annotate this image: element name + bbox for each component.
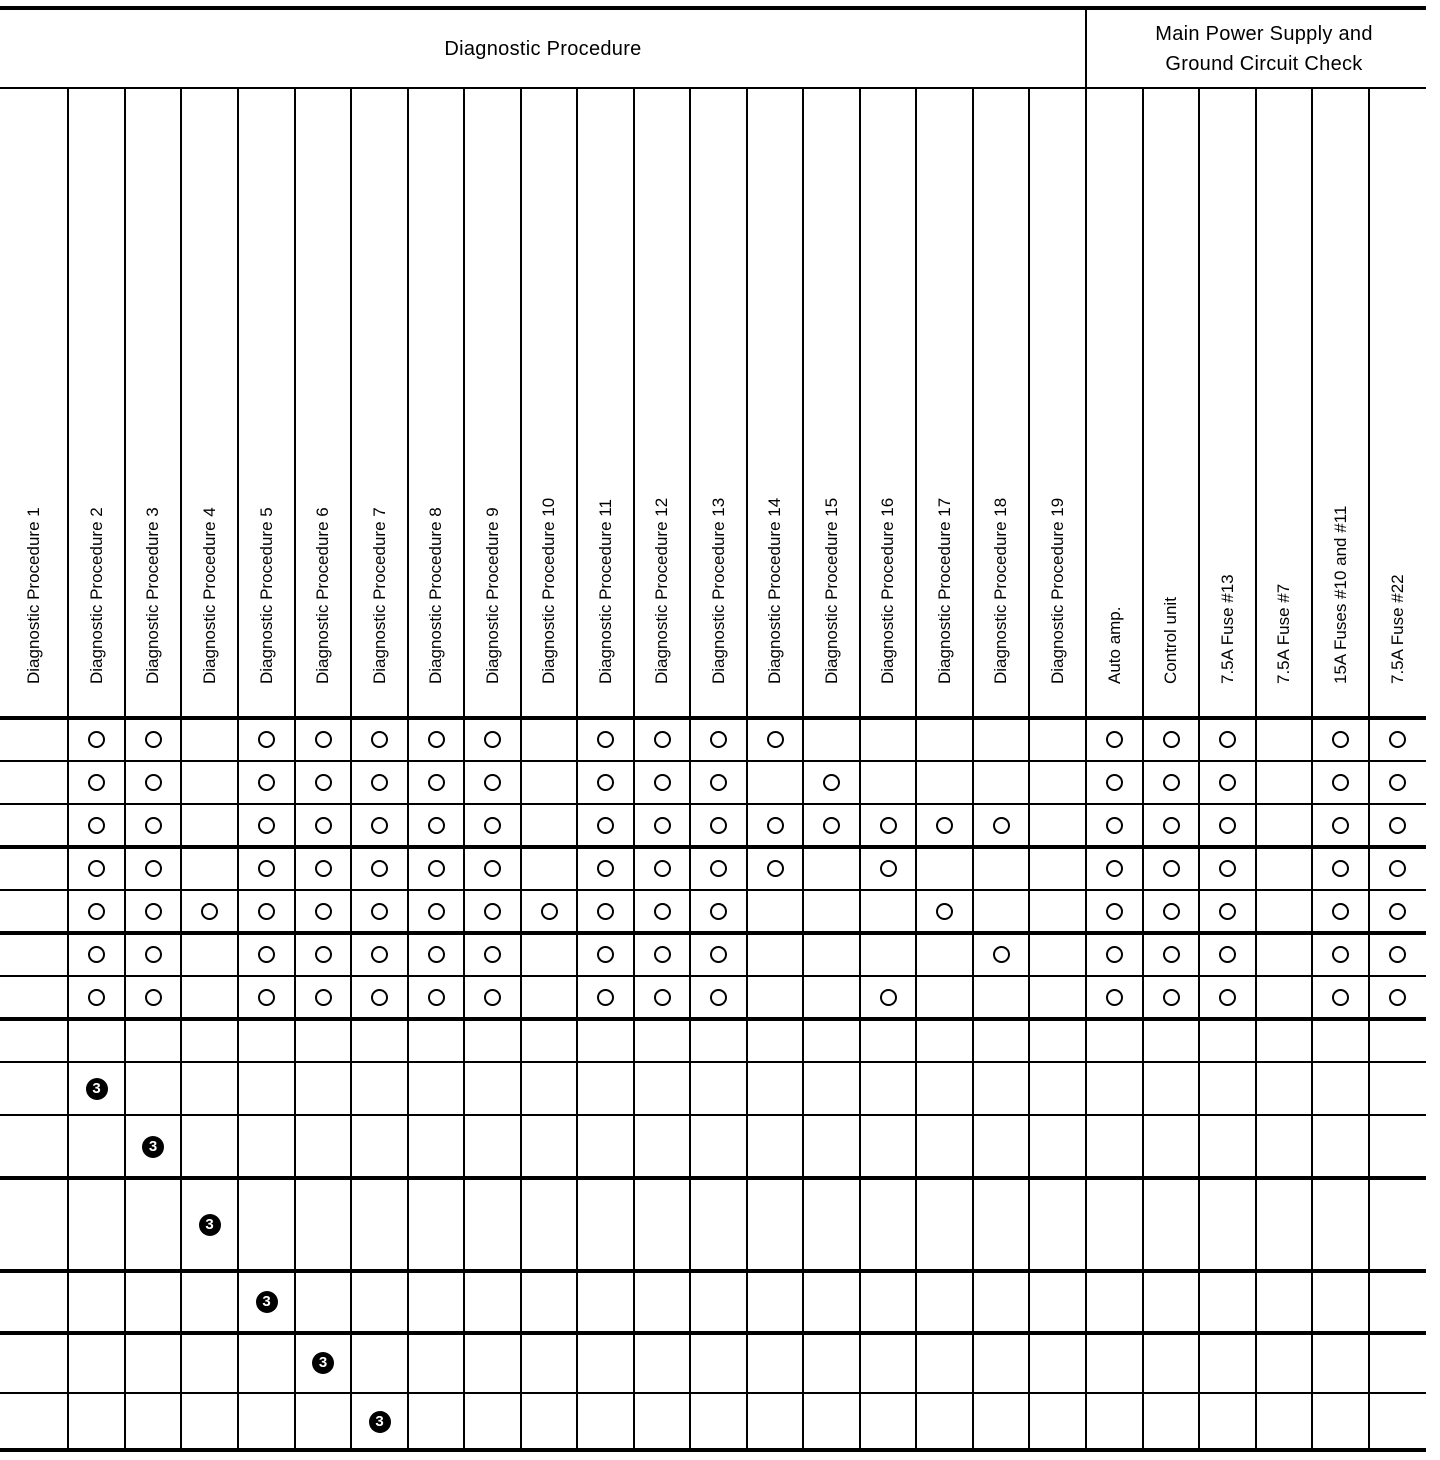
check-circle-mark: [597, 903, 614, 920]
column-header-1: [0, 88, 68, 718]
table-top-border: [0, 6, 1426, 10]
number-3-mark: 3: [86, 1078, 108, 1100]
check-circle-mark: [1219, 946, 1236, 963]
check-circle-mark: [88, 946, 105, 963]
column-header-16: [860, 88, 916, 718]
check-circle-mark: [258, 817, 275, 834]
column-header-label: Diagnostic Procedure 9: [482, 507, 502, 684]
check-circle-mark: [1106, 860, 1123, 877]
check-circle-mark: [145, 989, 162, 1006]
check-circle-mark: [315, 817, 332, 834]
column-header-label: 15A Fuses #10 and #11: [1330, 505, 1350, 684]
check-circle-mark: [484, 817, 501, 834]
column-header-2: [68, 88, 125, 718]
column-header-20: [1086, 88, 1143, 718]
check-circle-mark: [88, 903, 105, 920]
row-separator: [0, 931, 1426, 935]
check-circle-mark: [428, 946, 445, 963]
check-circle-mark: [1106, 903, 1123, 920]
check-circle-mark: [145, 731, 162, 748]
check-circle-mark: [654, 903, 671, 920]
check-circle-mark: [428, 774, 445, 791]
check-circle-mark: [1106, 774, 1123, 791]
column-header-label: Diagnostic Procedure 13: [708, 497, 728, 684]
column-header-label: Diagnostic Procedure 12: [652, 497, 671, 684]
check-circle-mark: [1163, 946, 1180, 963]
check-circle-mark: [315, 903, 332, 920]
check-circle-mark: [1106, 731, 1123, 748]
column-header-label: Diagnostic Procedure 11: [595, 499, 615, 684]
row-separator: [0, 889, 1426, 891]
check-circle-mark: [1332, 903, 1349, 920]
row-separator: [0, 1392, 1426, 1394]
check-circle-mark: [258, 946, 275, 963]
diagnostic-procedure-group-label: Diagnostic Procedure: [444, 38, 642, 60]
check-circle-mark: [710, 946, 727, 963]
column-header-17: [916, 88, 973, 718]
check-circle-mark: [371, 903, 388, 920]
check-circle-mark: [1219, 817, 1236, 834]
number-3-mark: 3: [142, 1136, 164, 1158]
check-circle-mark: [484, 860, 501, 877]
check-circle-mark: [597, 946, 614, 963]
column-header-label: Diagnostic Procedure 5: [256, 507, 276, 684]
check-circle-mark: [936, 903, 953, 920]
row-separator: [0, 1114, 1426, 1116]
check-circle-mark: [1332, 860, 1349, 877]
row-separator: [0, 1017, 1426, 1021]
row-separator: [0, 845, 1426, 849]
check-circle-mark: [1219, 774, 1236, 791]
check-circle-mark: [371, 989, 388, 1006]
column-header-3: [125, 88, 181, 718]
check-circle-mark: [371, 817, 388, 834]
column-header-10: [521, 88, 577, 718]
check-circle-mark: [1106, 989, 1123, 1006]
check-circle-mark: [767, 860, 784, 877]
check-circle-mark: [993, 946, 1010, 963]
check-circle-mark: [88, 989, 105, 1006]
check-circle-mark: [315, 731, 332, 748]
check-circle-mark: [654, 860, 671, 877]
column-header-label: 7.5A Fuse #7: [1274, 583, 1293, 684]
check-circle-mark: [710, 774, 727, 791]
check-circle-mark: [315, 946, 332, 963]
check-circle-mark: [1332, 946, 1349, 963]
check-circle-mark: [1219, 903, 1236, 920]
check-circle-mark: [767, 817, 784, 834]
row-separator: [0, 1269, 1426, 1273]
check-circle-mark: [484, 903, 501, 920]
row-separator: [0, 1448, 1426, 1452]
check-circle-mark: [1163, 989, 1180, 1006]
check-circle-mark: [654, 946, 671, 963]
check-circle-mark: [710, 860, 727, 877]
check-circle-mark: [936, 817, 953, 834]
check-circle-mark: [484, 731, 501, 748]
check-circle-mark: [371, 946, 388, 963]
column-header-14: [747, 88, 803, 718]
check-circle-mark: [654, 817, 671, 834]
column-header-label: Diagnostic Procedure 1: [24, 507, 43, 684]
column-header-label: Diagnostic Procedure 14: [765, 497, 784, 684]
column-header-label: Diagnostic Procedure 10: [539, 497, 558, 684]
check-circle-mark: [1332, 774, 1349, 791]
check-circle-mark: [1106, 946, 1123, 963]
check-circle-mark: [258, 903, 275, 920]
check-circle-mark: [315, 774, 332, 791]
check-circle-mark: [315, 860, 332, 877]
check-circle-mark: [1389, 774, 1406, 791]
check-circle-mark: [1332, 731, 1349, 748]
column-header-6: [295, 88, 351, 718]
check-circle-mark: [1163, 903, 1180, 920]
check-circle-mark: [258, 860, 275, 877]
check-circle-mark: [1219, 860, 1236, 877]
check-circle-mark: [823, 774, 840, 791]
check-circle-mark: [428, 903, 445, 920]
check-circle-mark: [993, 817, 1010, 834]
check-circle-mark: [710, 817, 727, 834]
check-circle-mark: [484, 989, 501, 1006]
check-circle-mark: [654, 731, 671, 748]
column-header-label: Diagnostic Procedure 6: [313, 507, 332, 684]
check-circle-mark: [371, 731, 388, 748]
row-separator: [0, 1331, 1426, 1335]
check-circle-mark: [145, 903, 162, 920]
check-circle-mark: [88, 774, 105, 791]
number-3-mark: 3: [199, 1214, 221, 1236]
column-header-label: Diagnostic Procedure 7: [369, 507, 389, 684]
column-header-label: Diagnostic Procedure 18: [991, 497, 1010, 684]
diagnostic-procedure-group-header: [0, 10, 1086, 88]
check-circle-mark: [371, 860, 388, 877]
check-circle-mark: [145, 774, 162, 791]
check-circle-mark: [1332, 817, 1349, 834]
check-circle-mark: [1389, 860, 1406, 877]
check-circle-mark: [428, 860, 445, 877]
column-header-18: [973, 88, 1029, 718]
check-circle-mark: [541, 903, 558, 920]
column-header-5: [238, 88, 295, 718]
column-header-21: [1143, 88, 1199, 718]
check-circle-mark: [1389, 989, 1406, 1006]
column-header-label: Diagnostic Procedure 15: [821, 497, 841, 684]
check-circle-mark: [1219, 989, 1236, 1006]
row-separator: [0, 803, 1426, 805]
check-circle-mark: [484, 946, 501, 963]
check-circle-mark: [258, 989, 275, 1006]
check-circle-mark: [315, 989, 332, 1006]
check-circle-mark: [88, 860, 105, 877]
check-circle-mark: [1219, 731, 1236, 748]
check-circle-mark: [1163, 860, 1180, 877]
number-3-mark: 3: [369, 1411, 391, 1433]
row-separator: [0, 760, 1426, 762]
check-circle-mark: [880, 989, 897, 1006]
main-power-group-header: [1088, 10, 1440, 88]
column-header-label: Diagnostic Procedure 8: [426, 507, 445, 684]
column-header-label: Diagnostic Procedure 19: [1047, 497, 1067, 684]
check-circle-mark: [371, 774, 388, 791]
number-3-mark: 3: [312, 1352, 334, 1374]
check-circle-mark: [1106, 817, 1123, 834]
check-circle-mark: [880, 860, 897, 877]
column-header-11: [577, 88, 634, 718]
check-circle-mark: [597, 989, 614, 1006]
check-circle-mark: [428, 817, 445, 834]
check-circle-mark: [88, 817, 105, 834]
check-circle-mark: [258, 731, 275, 748]
check-circle-mark: [201, 903, 218, 920]
check-circle-mark: [823, 817, 840, 834]
check-circle-mark: [1163, 731, 1180, 748]
check-circle-mark: [1163, 817, 1180, 834]
column-header-24: [1312, 88, 1369, 718]
check-circle-mark: [145, 946, 162, 963]
check-circle-mark: [597, 817, 614, 834]
column-header-4: [181, 88, 238, 718]
check-circle-mark: [710, 989, 727, 1006]
column-header-13: [690, 88, 747, 718]
check-circle-mark: [1389, 946, 1406, 963]
row-separator: [0, 975, 1426, 977]
check-circle-mark: [597, 774, 614, 791]
check-circle-mark: [428, 731, 445, 748]
column-header-label: Auto amp.: [1104, 606, 1124, 684]
check-circle-mark: [654, 774, 671, 791]
column-header-label: Control unit: [1161, 597, 1180, 684]
number-3-mark: 3: [256, 1291, 278, 1313]
check-circle-mark: [145, 860, 162, 877]
check-circle-mark: [597, 860, 614, 877]
row-separator: [0, 1061, 1426, 1063]
main-power-group-label-line2: Ground Circuit Check: [1165, 53, 1363, 75]
column-header-label: Diagnostic Procedure 16: [878, 497, 897, 684]
column-header-8: [408, 88, 464, 718]
check-circle-mark: [880, 817, 897, 834]
check-circle-mark: [654, 989, 671, 1006]
column-header-12: [634, 88, 690, 718]
column-header-19: [1029, 88, 1086, 718]
column-header-label: Diagnostic Procedure 4: [199, 507, 219, 684]
check-circle-mark: [428, 989, 445, 1006]
check-circle-mark: [88, 731, 105, 748]
check-circle-mark: [767, 731, 784, 748]
column-header-label: Diagnostic Procedure 3: [143, 507, 162, 684]
main-power-group-label-line1: Main Power Supply and: [1155, 23, 1373, 45]
column-header-23: [1256, 88, 1312, 718]
check-circle-mark: [145, 817, 162, 834]
check-circle-mark: [1389, 731, 1406, 748]
check-circle-mark: [1332, 989, 1349, 1006]
column-header-label: 7.5A Fuse #13: [1217, 574, 1237, 684]
column-header-label: Diagnostic Procedure 2: [86, 507, 106, 684]
column-header-9: [464, 88, 521, 718]
check-circle-mark: [1389, 817, 1406, 834]
column-header-15: [803, 88, 860, 718]
check-circle-mark: [597, 731, 614, 748]
check-circle-mark: [258, 774, 275, 791]
check-circle-mark: [1163, 774, 1180, 791]
check-circle-mark: [1389, 903, 1406, 920]
row-separator: [0, 1176, 1426, 1180]
column-header-label: Diagnostic Procedure 17: [934, 497, 954, 684]
check-circle-mark: [484, 774, 501, 791]
column-header-label: 7.5A Fuse #22: [1387, 574, 1407, 684]
check-circle-mark: [710, 731, 727, 748]
column-header-7: [351, 88, 408, 718]
column-header-25: [1369, 88, 1426, 718]
check-circle-mark: [710, 903, 727, 920]
column-header-22: [1199, 88, 1256, 718]
